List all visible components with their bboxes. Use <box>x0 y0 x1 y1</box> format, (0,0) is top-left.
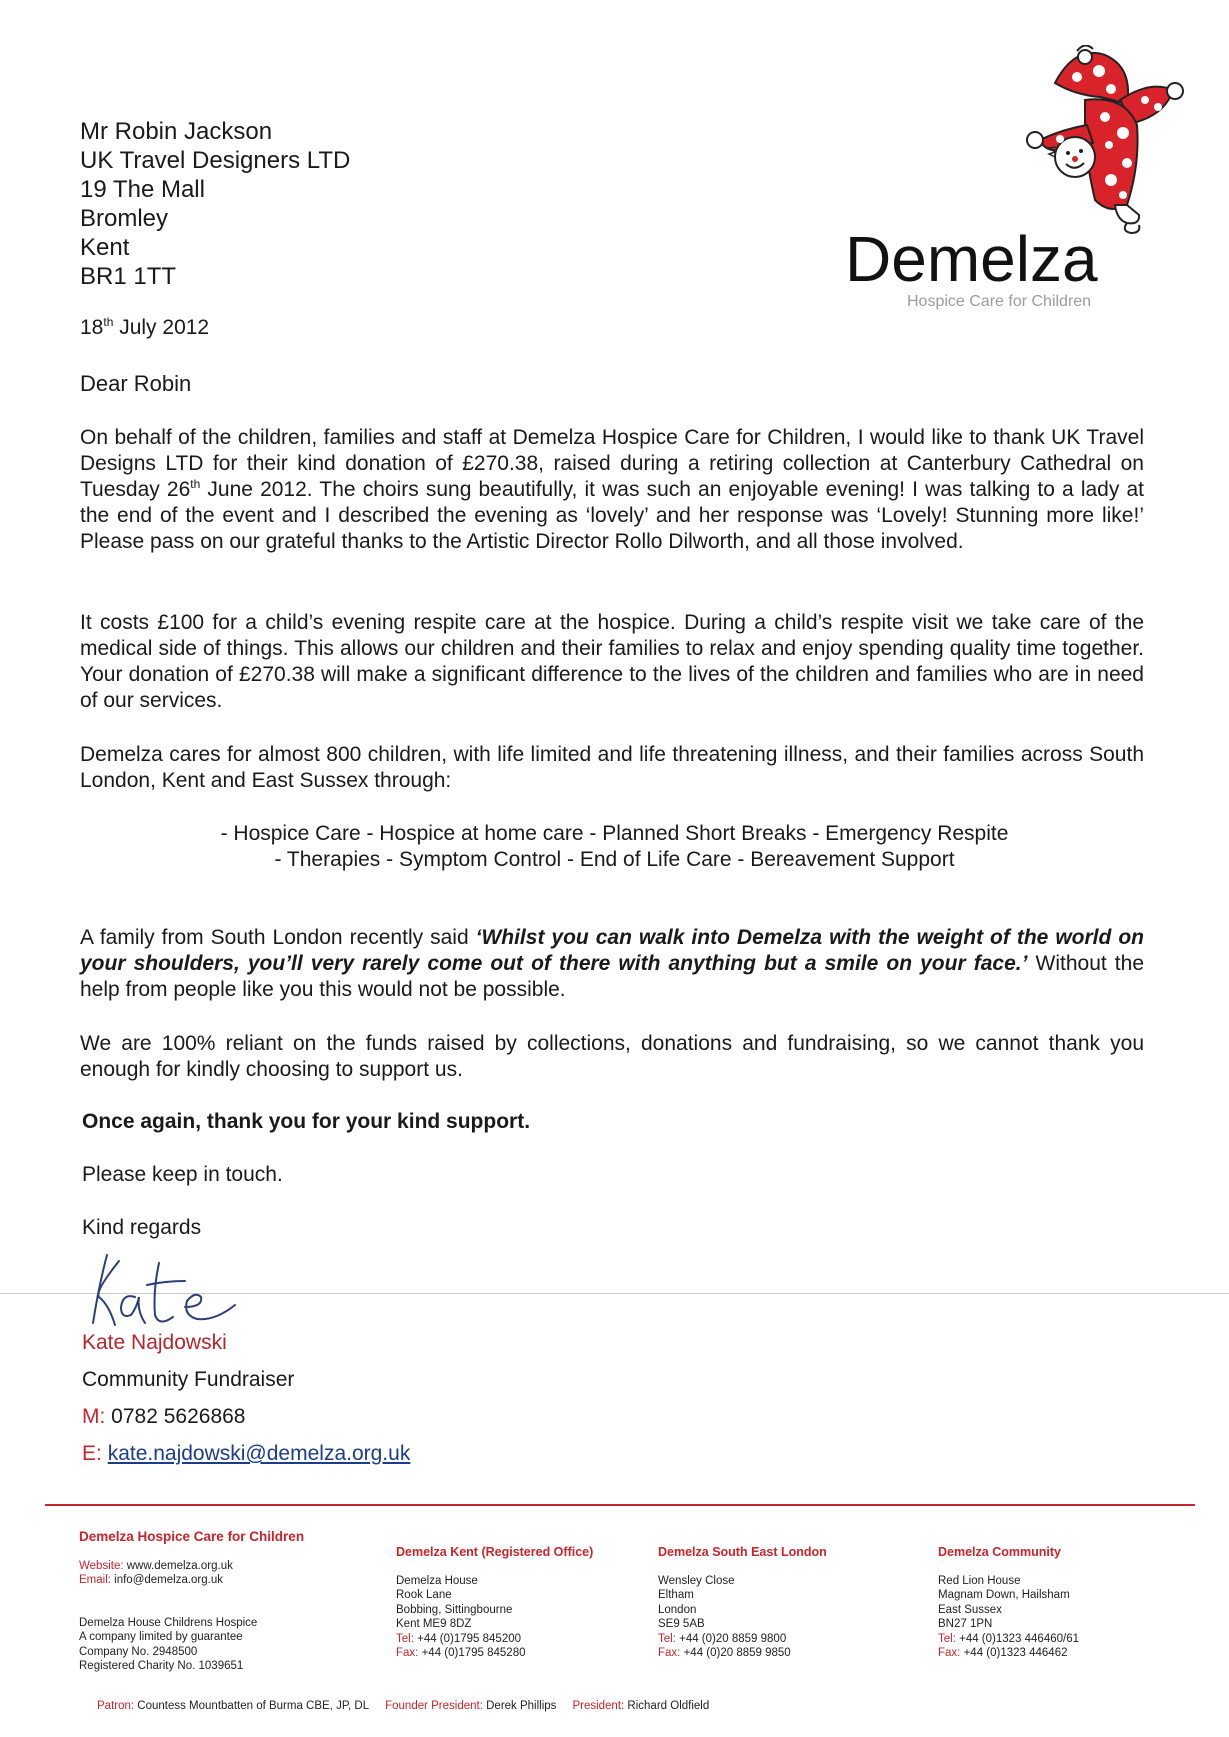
footer-org-line-4: Registered Charity No. 1039651 <box>79 1660 244 1672</box>
recipient-county: Kent <box>80 234 130 261</box>
kent-tel <box>396 1632 593 1647</box>
president-name: Richard Oldfield <box>627 1700 710 1712</box>
kent-tel-number: +44 (0)1795 845200 <box>417 1632 522 1645</box>
sel-tel <box>658 1632 827 1647</box>
footer-patrons <box>97 1700 709 1712</box>
footer-kent-office <box>396 1545 593 1661</box>
sel-line-4: SE9 5AB <box>658 1618 705 1630</box>
email-label: E: <box>82 1442 102 1465</box>
kent-line-4: Kent ME9 8DZ <box>396 1618 472 1630</box>
services-line-2: - Therapies - Symptom Control - End of Life Care - Bereavement Support <box>274 848 955 871</box>
recipient-name: Mr Robin Jackson <box>80 118 273 145</box>
founder-label: Founder President: <box>385 1700 483 1712</box>
community-fax-number: +44 (0)1323 446462 <box>963 1647 1068 1659</box>
services-line-1: - Hospice Care - Hospice at home care - Planned Short Breaks - Emergency Respite <box>220 822 1009 845</box>
handwritten-signature <box>85 1245 255 1335</box>
paragraph-care: Demelza cares for almost 800 children, with life limited and life threatening illness, and their families across South London, Kent and East Sussex through: <box>80 743 1144 792</box>
recipient-company: UK Travel Designers LTD <box>80 147 351 174</box>
community-tel-number: +44 (0)1323 446460/61 <box>959 1632 1080 1645</box>
footer-south-east-london <box>658 1545 827 1661</box>
mobile-number: 0782 5626868 <box>111 1405 246 1428</box>
footer-org-line-2: A company limited by guarantee <box>79 1631 243 1643</box>
sel-fax <box>658 1646 827 1661</box>
footer-org-line-3: Company No. 2948500 <box>79 1645 198 1658</box>
founder-name: Derek Phillips <box>486 1700 557 1712</box>
footer-org-line-1: Demelza House Childrens Hospice <box>79 1616 258 1629</box>
community-heading: Demelza Community <box>938 1545 1061 1559</box>
footer-community <box>938 1545 1079 1661</box>
community-line-3: East Sussex <box>938 1603 1002 1616</box>
sel-tel-label: Tel: <box>658 1632 676 1645</box>
patron-label: Patron: <box>97 1700 135 1712</box>
logo-tagline: Hospice Care for Children <box>907 293 1092 310</box>
keep-in-touch: Please keep in touch. <box>82 1163 283 1186</box>
sel-fax-label: Fax: <box>658 1647 681 1659</box>
logo-name: Demelza <box>845 223 1098 295</box>
community-line-4: BN27 1PN <box>938 1618 993 1630</box>
jester-mascot-icon <box>1015 45 1185 240</box>
kent-line-3: Bobbing, Sittingbourne <box>396 1603 513 1616</box>
email-link[interactable]: kate.najdowski@demelza.org.uk <box>107 1442 411 1465</box>
sel-heading: Demelza South East London <box>658 1545 827 1559</box>
signer-email <box>82 1442 410 1466</box>
signer-mobile <box>82 1405 245 1429</box>
kent-fax-number: +44 (0)1795 845280 <box>421 1647 526 1659</box>
paragraph-thanks-suffix: th <box>190 477 201 491</box>
closing-thanks: Once again, thank you for your kind support. <box>82 1110 531 1133</box>
sel-fax-number: +44 (0)20 8859 9850 <box>683 1647 791 1659</box>
mobile-label: M: <box>82 1405 106 1428</box>
recipient-street: 19 The Mall <box>80 176 205 203</box>
website-link[interactable]: www.demelza.org.uk <box>126 1559 233 1572</box>
kent-fax <box>396 1646 593 1661</box>
date-suffix: th <box>103 315 114 329</box>
footer-website <box>79 1559 304 1574</box>
sel-line-2: Eltham <box>658 1589 694 1601</box>
paragraph-cost: It costs £100 for a child’s evening respite care at the hospice. During a child’s respite visit we take care of the medical side of things. This allows our children and their families to relax and enjoy spending quality time together. Your donation of £270.38 will make a significant difference to the lives of the children and families who are in need of our services. <box>80 611 1144 712</box>
salutation: Dear Robin <box>80 371 192 396</box>
kent-line-1: Demelza House <box>396 1574 478 1587</box>
community-fax <box>938 1646 1079 1661</box>
paragraph-reliance: We are 100% reliant on the funds raised by collections, donations and fundraising, so we cannot thank you enough for kindly choosing to support us. <box>80 1032 1144 1081</box>
services-list <box>0 821 1229 873</box>
demelza-logo <box>845 45 1185 315</box>
kent-tel-label: Tel: <box>396 1632 414 1645</box>
kent-heading: Demelza Kent (Registered Office) <box>396 1545 594 1559</box>
patron-name: Countess Mountbatten of Burma CBE, JP, DL <box>137 1700 370 1712</box>
recipient-postcode: BR1 1TT <box>80 263 177 290</box>
community-tel <box>938 1632 1079 1647</box>
family-quote: ‘Whilst you can walk into Demelza with the weight of the world on your shoulders, you’ll very rarely come out of there with anything but a smile on your face.’ <box>80 926 1144 975</box>
website-label: Website: <box>79 1559 124 1572</box>
sel-line-3: London <box>658 1603 697 1616</box>
footer-divider <box>45 1504 1195 1506</box>
community-tel-label: Tel: <box>938 1632 956 1645</box>
recipient-town: Bromley <box>80 205 169 232</box>
kent-line-2: Rook Lane <box>396 1589 452 1601</box>
sel-tel-number: +44 (0)20 8859 9800 <box>679 1632 787 1645</box>
president-label: President: <box>572 1700 625 1712</box>
paragraph-quote-intro: A family from South London recently said <box>80 926 476 949</box>
footer-email-label: Email: <box>79 1574 111 1586</box>
footer-email-link[interactable]: info@demelza.org.uk <box>114 1574 223 1586</box>
community-line-2: Magnam Down, Hailsham <box>938 1589 1070 1601</box>
kent-fax-label: Fax: <box>396 1647 419 1659</box>
paragraph-thanks-part2: June 2012. The choirs sung beautifully, it was such an enjoyable evening! I was talking to a lady at the end of the event and I described the evening as ‘lovely’ and her response was ‘Lovely! Stunning more like!’ Please pass on our grateful thanks to the Artistic Director Rollo Dilworth, and all those involved. <box>80 478 1144 553</box>
signer-name: Kate Najdowski <box>82 1331 227 1354</box>
community-line-1: Red Lion House <box>938 1574 1021 1587</box>
footer-org-heading: Demelza Hospice Care for Children <box>79 1529 305 1544</box>
sel-line-1: Wensley Close <box>658 1574 735 1587</box>
signer-role: Community Fundraiser <box>82 1368 295 1391</box>
community-fax-label: Fax: <box>938 1647 961 1659</box>
recipient-address <box>80 117 350 291</box>
letter-date <box>80 315 209 340</box>
paragraph-thanks-part1: On behalf of the children, families and staff at Demelza Hospice Care for Children, I would like to thank UK Travel Designs LTD for their kind donation of £270.38, raised during a retiring collection at Canterbury Cathedral on Tuesday 26 <box>80 426 1144 501</box>
date-day: 18 <box>80 316 104 339</box>
kind-regards: Kind regards <box>82 1216 202 1239</box>
date-rest: July 2012 <box>113 316 210 339</box>
paragraph-thanks <box>80 425 1144 555</box>
footer-organisation <box>79 1530 304 1674</box>
paragraph-quote-outro: Without the help from people like you this would not be possible. <box>80 952 1144 1001</box>
paragraph-quote <box>80 925 1144 1003</box>
footer-email <box>79 1573 304 1588</box>
